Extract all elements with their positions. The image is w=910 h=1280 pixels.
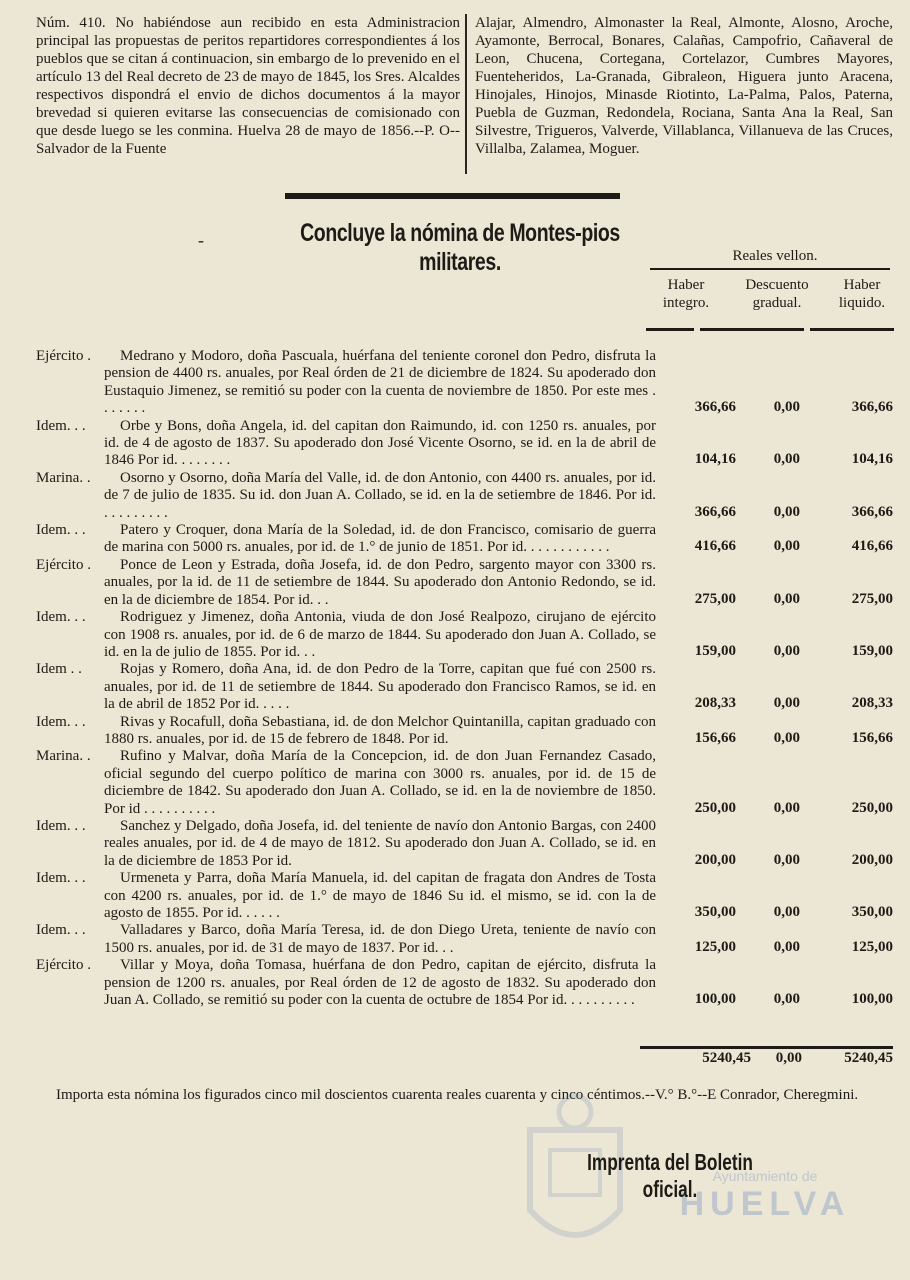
column-header-descuento: [735, 276, 819, 312]
column-header-line: Haber: [843, 277, 881, 293]
entry-haber-liquido: 350,00: [851, 904, 893, 920]
entry-category: Idem. . .: [36, 609, 86, 626]
entry-text: Rivas y Rocafull, doña Sebastiana, id. de don Melchor Quintanilla, capitan graduado con 1880 rs. anuales, por id. de 15 de febrero de 1848. Por id.: [104, 713, 656, 747]
entry-text: Orbe y Bons, doña Angela, id. del capitan don Raimundo, id. con 1250 rs. anuales, por id. de 4 de agosto de 1837. Su apoderado don José Vicente Osorno, se id. en la de abril de 1846 Por id. . . . . . . .: [104, 417, 656, 469]
entry-text: Ponce de Leon y Estrada, doña Josefa, id. de don Pedro, sargento mayor con 3300 rs. anuales, por la id. de 11 de setiembre de 1844. Su apoderado don Antonio Redondo, se id. en la de diciembre de 1854. Por id. . .: [104, 556, 656, 608]
total-haber-integro: 5240,45: [702, 1050, 751, 1066]
column-header-line: gradual.: [752, 295, 802, 311]
entry-category: Ejército .: [36, 556, 91, 573]
totals-rule: [640, 1046, 893, 1049]
pension-entry: [0, 957, 910, 1009]
entry-descuento: 0,00: [773, 642, 800, 659]
entry-haber-integro: 366,66: [694, 399, 736, 416]
entry-category: Ejército .: [36, 957, 91, 974]
entry-haber-liquido: 100,00: [851, 991, 893, 1008]
entry-category: Ejército .: [36, 348, 91, 364]
entry-haber-liquido: 416,66: [851, 538, 893, 555]
total-haber-liquido: 5240,45: [844, 1050, 893, 1066]
currency-header: Reales vellon.: [732, 248, 818, 264]
pension-entry: [0, 470, 910, 522]
entry-descuento: 0,00: [773, 938, 800, 955]
entry-descuento: 0,00: [773, 399, 800, 416]
entry-descuento: 0,00: [773, 904, 800, 920]
entry-text: Villar y Moya, doña Tomasa, huérfana de don Pedro, capitan de ejército, disfruta la pension de 1200 rs. anuales, por Real órden de 12 de agosto de 1832. Su apoderado don Juan A. Collado, se remitió su poder con la cuenta de octubre de 1854 Por id. . . . . . . . . .: [104, 957, 656, 1009]
entry-text: Rodriguez y Jimenez, doña Antonia, viuda de don José Realpozo, cirujano de ejército con 1908 rs. anuales, por id. de 6 de marzo de 1844. Su apoderado don Juan A. Collado, se id. en la de julio de 1855. Por id. . .: [104, 609, 656, 660]
entry-haber-liquido: 208,33: [851, 695, 893, 712]
entry-haber-integro: 125,00: [694, 938, 736, 955]
column-header-line: Descuento: [745, 277, 809, 293]
pension-entry: [0, 922, 910, 957]
watermark-line: HUELVA: [679, 1185, 851, 1223]
entry-descuento: 0,00: [773, 695, 800, 712]
entry-haber-liquido: 104,16: [851, 451, 893, 468]
column-header-line: liquido.: [838, 295, 886, 311]
pension-list: [0, 348, 910, 1009]
entry-haber-integro: 366,66: [694, 503, 736, 520]
entry-category: Idem . .: [36, 661, 82, 678]
column-header-haber-liquido: [822, 276, 902, 312]
entry-haber-integro: 200,00: [694, 851, 736, 868]
entry-haber-integro: 104,16: [694, 451, 736, 468]
entry-text: Rufino y Malvar, doña María de la Concepcion, id. de don Juan Fernandez Casado, oficial segundo del cuerpo político de marina con 3000 rs. anuales, por id. de 15 de diciembre de 1842. Su apoderado don Juan A. Collado, se id. en la de noviembre de 1850. Por id . . . . . . . . . .: [104, 748, 656, 817]
entry-text: Rojas y Romero, doña Ana, id. de don Pedro de la Torre, capitan que fué con 2500 rs. anuales, por id. de 11 de setiembre de 1844. Su apoderado don Francisco Ramos, se id. en la de abril de 1852 Por id. . . . .: [104, 661, 656, 713]
column-header-line: Haber: [667, 277, 705, 293]
entry-haber-liquido: 366,66: [851, 503, 893, 520]
pension-entry: [0, 609, 910, 661]
entry-text: Sanchez y Delgado, doña Josefa, id. del teniente de navío don Antonio Bargas, con 2400 reales anuales, por id. de 4 de mayo de 1812. Su apoderado don Juan A. Collado, se id. en la de diciembre de 1853 Por id.: [104, 817, 656, 869]
entry-haber-liquido: 275,00: [851, 590, 893, 607]
entry-haber-integro: 208,33: [694, 695, 736, 712]
entry-haber-liquido: 366,66: [851, 399, 893, 416]
entry-haber-liquido: 156,66: [851, 729, 893, 746]
pension-entry: [0, 714, 910, 749]
entry-descuento: 0,00: [773, 991, 800, 1008]
entry-category: Idem. . .: [36, 870, 86, 887]
entry-category: Idem. . .: [36, 417, 86, 434]
entry-descuento: 0,00: [773, 590, 800, 607]
entry-category: Idem. . .: [36, 922, 86, 939]
entry-haber-liquido: 200,00: [851, 851, 893, 868]
pension-entry: [0, 557, 910, 609]
pension-entry: [0, 748, 910, 818]
entry-descuento: 0,00: [773, 799, 800, 816]
column-divider: [465, 14, 467, 174]
entry-descuento: 0,00: [773, 451, 800, 468]
towns-paragraph: Alajar, Almendro, Almonaster la Real, Almonte, Alosno, Aroche, Ayamonte, Berrocal, Bonares, Calañas, Campofrio, Cañaveral de Leon, Chucena, Cortegana, Cortelazor, Cumbres Mayores, Fuenteheridos, La-Granada, Gibraleon, Higuera junto Aracena, Hinojales, Hinojos, Minasde Riotinto, La-Palma, Palos, Paterna, Puebla de Guzman, Redondela, Rociana, Santa Ana la Real, San Silvestre, Trigueros, Valverde, Villablanca, Villanueva de las Cruces, Villalba, Zalamea, Moguer.: [475, 15, 893, 157]
pension-entry: [0, 818, 910, 870]
entry-haber-integro: 350,00: [694, 904, 736, 920]
entry-haber-integro: 416,66: [694, 538, 736, 555]
entry-text: Medrano y Modoro, doña Pascuala, huérfana del teniente coronel don Pedro, disfruta la pension de 4400 rs. anuales, por Real órden de 21 de diciembre de 1824. Su apoderado don Eustaquio Jimenez, se remitió su poder con la cuenta de noviembre de 1850. Por este mes . . . . . . .: [104, 348, 656, 417]
currency-header-rule: [650, 268, 890, 270]
column-rule: [646, 328, 694, 331]
notice-paragraph: Núm. 410. No habiéndose aun recibido en esta Administracion principal las propuestas de peritos repartidores correspondientes á los pueblos que se citan á continuacion, sin embargo de lo prevenido en el artículo 13 del Real decreto de 23 de mayo de 1845, los Sres. Alcaldes respectivos dispondrá el envio de dichos documentos á la mayor brevedad si quieren evitarse las consecuencias de comisionado con que desde luego se les conmina. Huelva 28 de mayo de 1856.--P. O--Salvador de la Fuente: [36, 15, 460, 157]
entry-category: Idem. . .: [36, 817, 86, 834]
entry-haber-integro: 156,66: [694, 729, 736, 746]
entry-haber-integro: 275,00: [694, 590, 736, 607]
entry-descuento: 0,00: [773, 851, 800, 868]
entry-haber-liquido: 250,00: [851, 799, 893, 816]
pension-entry: [0, 870, 910, 922]
pension-entry: [0, 661, 910, 713]
total-descuento: 0,00: [775, 1050, 802, 1066]
entry-category: Idem. . .: [36, 713, 86, 730]
imprint: Imprenta del Boletin oficial.: [587, 1149, 753, 1202]
section-rule: [285, 193, 620, 199]
entry-text: Valladares y Barco, doña María Teresa, id. de don Diego Ureta, teniente de navío con 1500 rs. anuales, por id. de 31 de mayo de 1837. Por id. . .: [104, 922, 656, 956]
entry-text: Osorno y Osorno, doña María del Valle, id. de don Antonio, con 4400 rs. anuales, por id. de 7 de julio de 1835. Su id. don Juan A. Collado, se id. en la de setiembre de 1846. Por id. . . . . . . . . .: [104, 469, 656, 521]
entry-category: Marina. .: [36, 748, 91, 765]
column-rule: [700, 328, 804, 331]
entry-haber-liquido: 125,00: [851, 938, 893, 955]
watermark-line: Ayuntamiento de: [712, 1168, 818, 1184]
column-rule: [810, 328, 894, 331]
entry-category: Marina. .: [36, 469, 91, 486]
footer-paragraph: Importa esta nómina los figurados cinco mil doscientos cuarenta reales cuarenta y cinco céntimos.--V.° B.°--E Conrador, Cheregmini.: [56, 1087, 859, 1103]
entry-descuento: 0,00: [773, 729, 800, 746]
column-header-line: integro.: [662, 295, 710, 311]
entry-descuento: 0,00: [773, 538, 800, 555]
entry-haber-integro: 159,00: [694, 642, 736, 659]
entry-category: Idem. . .: [36, 522, 86, 539]
entry-text: Urmeneta y Parra, doña María Manuela, id. del capitan de fragata don Andres de Tosta con 4200 rs. anuales, por id. de 1.° de mayo de 1846 Su id. el mismo, se id. con la de agosto de 1855. Por id. . . . . .: [104, 870, 656, 921]
entry-haber-integro: 250,00: [694, 799, 736, 816]
margin-dash: -: [198, 230, 204, 250]
section-title: Concluye la nómina de Montes-pios militares.: [300, 219, 620, 276]
entry-text: Patero y Croquer, dona María de la Soledad, id. de don Francisco, comisario de guerra de marina con 5000 rs. anuales, por id. de 1.° de junio de 1851. Por id. . . . . . . . . . . .: [104, 522, 656, 556]
entry-haber-integro: 100,00: [694, 991, 736, 1008]
pension-entry: [0, 418, 910, 470]
pension-entry: [0, 522, 910, 557]
entry-descuento: 0,00: [773, 503, 800, 520]
column-header-haber-integro: [640, 276, 732, 312]
pension-entry: [0, 348, 910, 418]
entry-haber-liquido: 159,00: [851, 642, 893, 659]
